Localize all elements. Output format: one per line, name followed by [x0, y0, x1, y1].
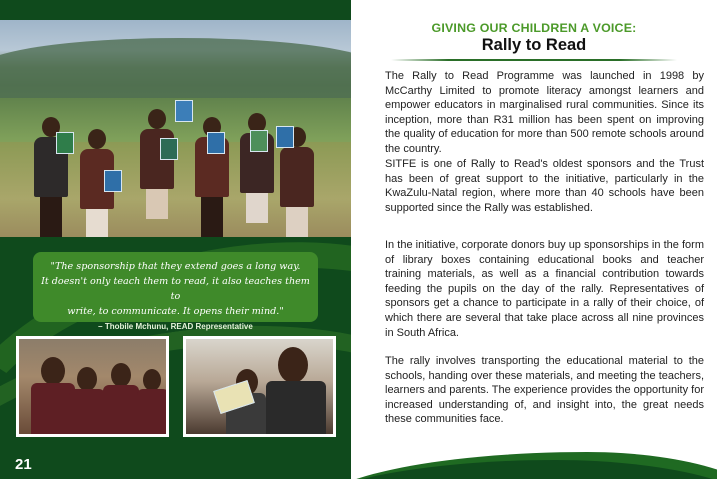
body-paragraph: The rally involves transporting the educational material to the schools, handing over these materials, and meeting the teachers, learners and parents. The experience provides the opportunity for increased understanding of, and insight into, the great needs these communities face.	[385, 355, 704, 426]
book-icon	[207, 132, 225, 154]
section-kicker: GIVING OUR CHILDREN A VOICE:	[431, 21, 637, 35]
quote-author: – Thobile Mchunu, READ Representative	[98, 322, 253, 331]
book-icon	[160, 138, 178, 160]
mountain-backdrop	[0, 38, 351, 98]
book-icon	[276, 126, 294, 148]
footer-wave	[351, 452, 717, 479]
child-blazer	[266, 381, 326, 437]
quote-line: It doesn't only teach them to read, it also teaches them to	[41, 276, 310, 302]
body-paragraph: SITFE is one of Rally to Read's oldest sponsors and the Trust has been of great support to the initiative, particularly in the KwaZulu-Natal region, where more than 40 schools have been supported since the Rally was established.	[385, 158, 704, 214]
article-column	[351, 0, 717, 479]
body-paragraph: The Rally to Read Programme was launched in 1998 by McCarthy Limited to promote literacy amongst learners and empower educators in marginalised rural communities. Since its inception, more than R31 million has been spent on improving the quality of education for more than 500 remote schools around the country.	[385, 70, 704, 155]
child-blazer	[69, 389, 105, 437]
child-blazer	[103, 385, 139, 437]
book-icon	[56, 132, 74, 154]
learners-group-photo	[16, 336, 169, 437]
body-paragraph: In the initiative, corporate donors buy up sponsorships in the form of library boxes containing educational books and teacher training materials, as well as a financial contribution towards feeding the pupils on the day of the rally. Representatives of sponsors get a chance to participate in a rally of their choice, of which there are several that take place across all nine provinces in South Africa.	[385, 239, 704, 339]
page-number: 21	[15, 456, 32, 473]
article-title: Rally to Read	[481, 36, 587, 54]
book-icon	[250, 130, 268, 152]
child-blazer	[137, 389, 169, 437]
child-figure	[140, 109, 174, 219]
children-with-books-photo	[0, 20, 351, 237]
quote-text	[33, 252, 318, 319]
child-face	[41, 357, 65, 385]
child-face	[111, 363, 131, 387]
book-icon	[104, 170, 122, 192]
learner-reading-photo	[183, 336, 336, 437]
quote-line: write, to communicate. It opens their mind."	[67, 306, 284, 317]
child-face	[77, 367, 97, 391]
title-divider	[391, 59, 677, 61]
child-face	[278, 347, 308, 383]
left-panel	[0, 0, 351, 479]
pull-quote	[33, 252, 318, 331]
book-icon	[175, 100, 193, 122]
child-face	[143, 369, 161, 391]
quote-line: "The sponsorship that they extend goes a long way.	[50, 261, 301, 272]
